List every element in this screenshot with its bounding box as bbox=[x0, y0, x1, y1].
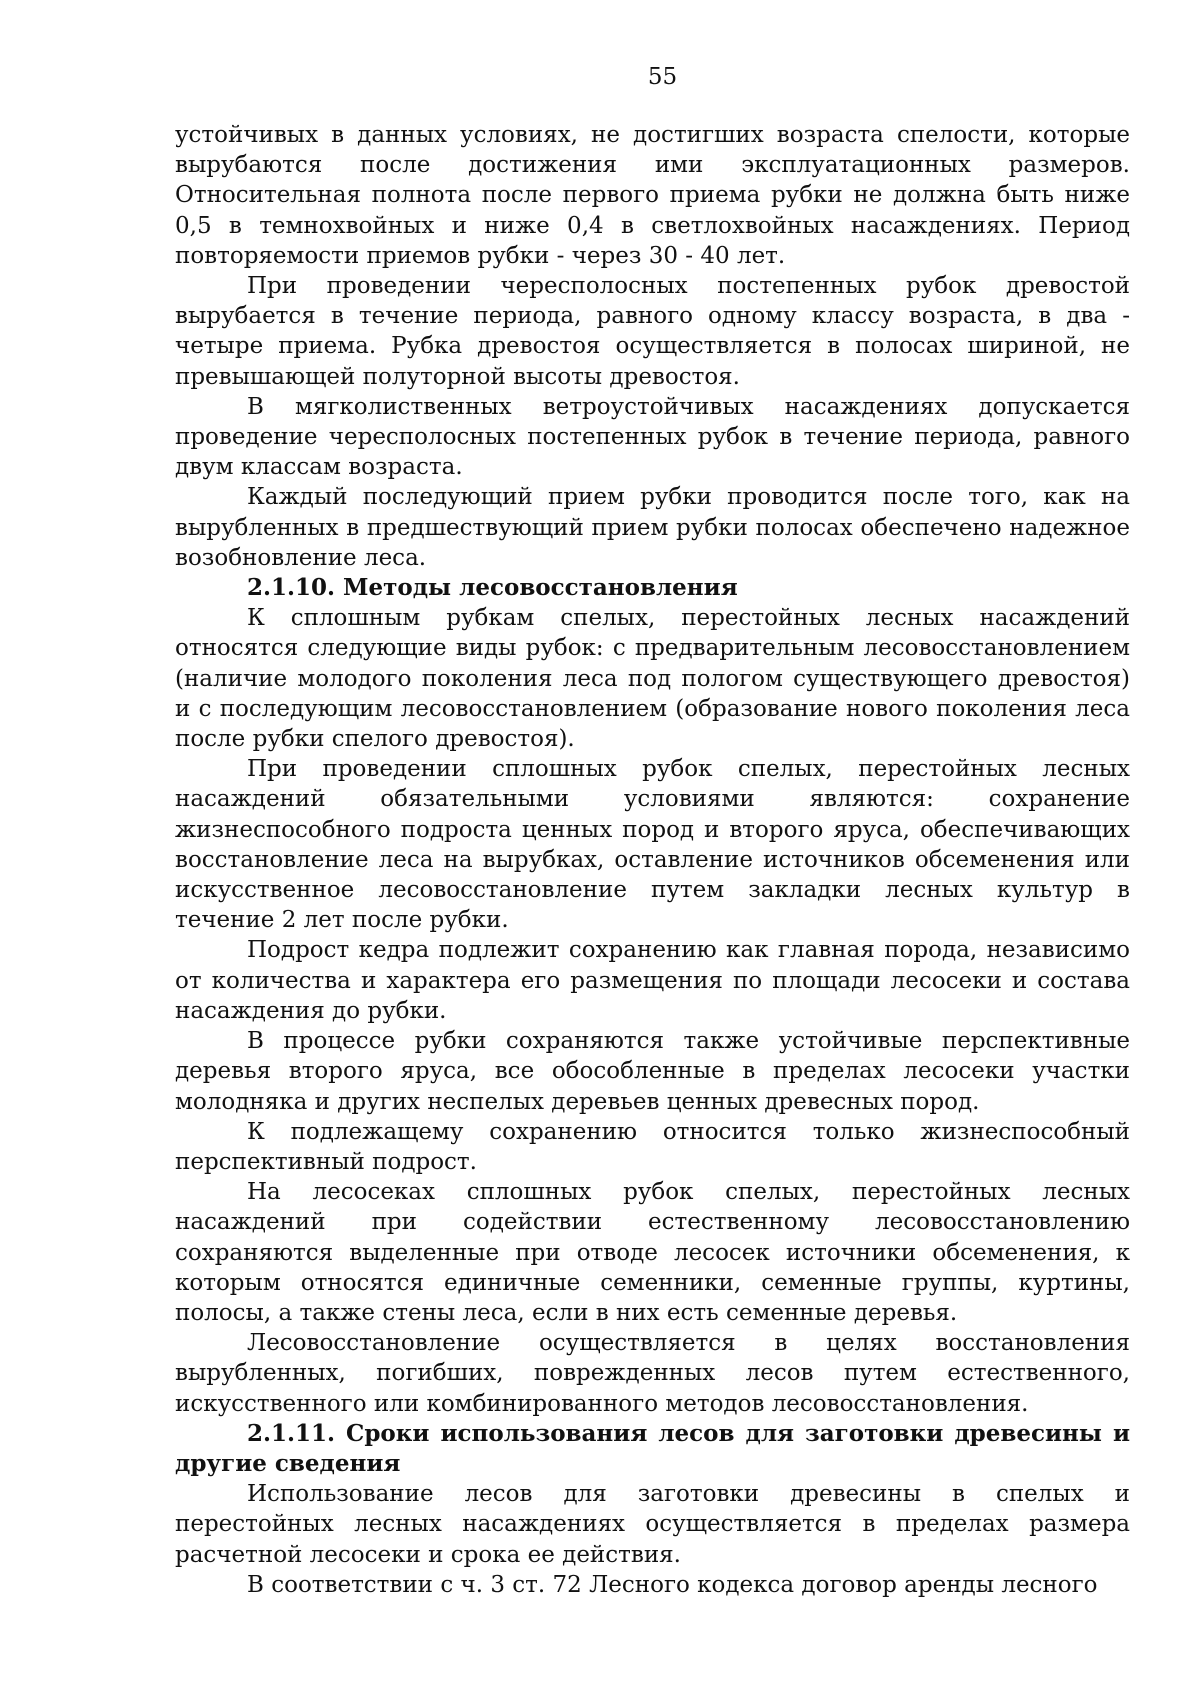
paragraph-forest-code: В соответствии с ч. 3 ст. 72 Лесного кодекса договор аренды лесного bbox=[247, 1571, 1098, 1598]
page-number: 55 bbox=[647, 64, 678, 90]
section-heading-usage-terms: 2.1.11. Сроки использования лесов для заготовки древесины и другие сведения bbox=[175, 1419, 1130, 1477]
paragraph-softwood-stands: В мягколиственных ветроустойчивых насаждениях допускается проведение чересполосных постепенных рубок в течение периода, равного двум классам возраста. bbox=[175, 393, 1130, 481]
paragraph-seed-sources: На лесосеках сплошных рубок спелых, перестойных лесных насаждений при содействии естественному лесовосстановлению сохраняются выделенные при отводе лесосек источники обсеменения, к которым относятся единичные семенники, семенные группы, куртины, полосы, а также стены леса, если в них есть семенные деревья. bbox=[175, 1179, 1130, 1326]
paragraph-next-cutting: Каждый последующий прием рубки проводится после того, как на вырубленных в предшествующий прием рубки полосах обеспечено надежное возобновление леса. bbox=[175, 484, 1130, 571]
paragraph-reforestation-purpose: Лесовосстановление осуществляется в целях восстановления вырубленных, погибших, поврежденных лесов путем естественного, искусственного или комбинированного методов лесовосстановления. bbox=[175, 1330, 1130, 1417]
paragraph-mandatory-conditions: При проведении сплошных рубок спелых, перестойных лесных насаждений обязательными условиями являются: сохранение жизнеспособного подроста ценных пород и второго яруса, обеспечивающих восстановление леса на вырубках, оставление источников обсеменения или искусственное лесовосстановление путем закладки лесных культур в течение 2 лет после рубки. bbox=[175, 756, 1130, 934]
paragraph-cedar-undergrowth: Подрост кедра подлежит сохранению как главная порода, независимо от количества и характера его размещения по площади лесосеки и состава насаждения до рубки. bbox=[175, 937, 1130, 1024]
paragraph-timber-harvesting: Использование лесов для заготовки древесины в спелых и перестойных лесных насаждениях осуществляется в пределах размера расчетной лесосеки и срока ее действия. bbox=[175, 1481, 1130, 1568]
paragraph-clear-cuttings: К сплошным рубкам спелых, перестойных лесных насаждений относятся следующие виды рубок: с предварительным лесовосстановлением (наличие молодого поколения леса под пологом существующего древостоя) и с последующим лесовосстановлением (образование нового поколения леса после рубки спелого древостоя). bbox=[175, 605, 1130, 753]
document-page bbox=[175, 62, 1130, 1600]
paragraph-continuation: устойчивых в данных условиях, не достигших возраста спелости, которые вырубаются после достижения ими эксплуатационных размеров. Относительная полнота после первого приема рубки не должна быть ниже 0,5 в темнохвойных и ниже 0,4 в светлохвойных насаждениях. Период повторяемости приемов рубки - через 30 - 40 лет. bbox=[175, 122, 1130, 269]
paragraph-viable-undergrowth: К подлежащему сохранению относится только жизнеспособный перспективный подрост. bbox=[175, 1118, 1130, 1175]
section-heading-reforestation-methods: 2.1.10. Методы лесовосстановления bbox=[247, 574, 738, 602]
paragraph-second-tier-trees: В процессе рубки сохраняются также устойчивые перспективные деревья второго яруса, все обособленные в пределах лесосеки участки молодняка и других неспелых деревьев ценных древесных пород. bbox=[175, 1028, 1130, 1115]
paragraph-strip-cutting: При проведении чересполосных постепенных рубок древостой вырубается в течение периода, равного одному классу возраста, в два - четыре приема. Рубка древостоя осуществляется в полосах шириной, не превышающей полуторной высоты древостоя. bbox=[175, 273, 1130, 390]
